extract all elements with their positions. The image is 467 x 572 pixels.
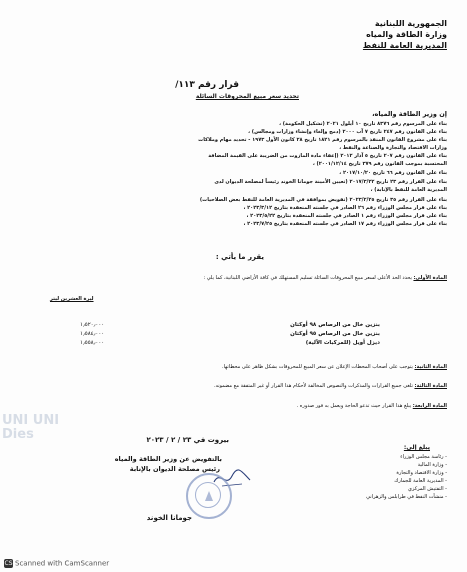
table-row	[80, 340, 380, 349]
fuel-name: بنزين خال من الرصاص ٩٨ أوكتان	[290, 322, 380, 328]
preamble-line: بناء على قرار مجلس الوزراء رقم ١ الصادر في جلسته المنعقدة بتاريخ ٢٠٢٣/٥/٢٢ ،	[246, 213, 447, 219]
article1	[203, 275, 447, 282]
fuel-price: ١٫٥٨٤٫٠٠٠	[80, 331, 105, 337]
currency-label: ليرة العشرين ليتر	[50, 296, 94, 302]
distribution-title: يبلغ إلى:	[403, 444, 430, 451]
fuel-name: ديزل أويل (للمركبات الآلية)	[305, 340, 380, 346]
header-ministry: وزارة الطاقة والمياه	[366, 30, 447, 39]
article4-title: المادة الرابعة:	[412, 403, 447, 409]
fuel-price: ١٫٥٥٨٫٠٠٠	[80, 340, 105, 346]
minister-line: إن وزير الطاقة والمياه،	[372, 110, 447, 118]
fuel-price-table	[80, 322, 380, 349]
list-item: - المديرية العامة للجمارك	[394, 478, 447, 484]
article2-text: يتوجب على أصحاب المحطات الإعلان عن سعر المبيع للمحروقات بشكل ظاهر على محطاتها.	[221, 364, 413, 370]
article3-text: تلغى جميع القرارات والمذكرات والنصوص المخالفة لأحكام هذا القرار أو غير المتفقة مع مضمونه.	[213, 383, 413, 389]
preamble-line: بناء على مشروع القانون المنفذ بالمرسوم رقم ١٨٢١ تاريخ ٢٨ كانون الأول ١٩٧٣ - تحديد مهام وملاكات	[198, 137, 447, 143]
delegation-line-2: رئيس مصلحة الديوان بالإنابة	[129, 465, 220, 473]
fuel-price: ١٫٥٢٠٫٠٠٠	[80, 322, 105, 328]
article1-title: المادة الأولى:	[413, 275, 447, 281]
list-item: - وزارة المالية	[417, 462, 447, 468]
preamble-line: بناء على القانون رقم ٢٠٧ تاريخ ٥ آذار ٢٠١٢ (إعفاء مادة المازوت من الضريبة على القيمة المضافة	[208, 153, 447, 159]
list-item: - وزارة الاقتصاد والتجارة	[396, 470, 447, 476]
article4	[297, 403, 447, 410]
article2	[222, 364, 447, 371]
preamble-line: بناء على القانون رقم ٦٦ تاريخ ٢٠١٧/١٠/٢٠ ،	[339, 170, 447, 176]
header-republic: الجمهورية اللبنانية	[374, 19, 447, 28]
article1-text: يحدد الحد الأعلى لسعر مبيع المحروقات السائلة تسليم المستهلك في كافة الأراضي اللبنانية، كما يلي :	[203, 275, 412, 281]
background-watermark: UNI UNI Dies	[2, 414, 60, 442]
delegation-line-1: بالتفويض عن وزير الطاقة والمياه	[114, 455, 222, 463]
preamble-line: بناء على قرار مجلس الوزراء رقم ٢٦ الصادر في جلسته المنعقدة بتاريخ ٢٠٢٣/٣/١٢ ،	[243, 205, 447, 211]
list-item: - منشآت النفط في طرابلس والزهراني	[366, 494, 447, 500]
list-item: - رئاسة مجلس الوزراء	[400, 454, 447, 460]
article3-title: المادة الثالثة:	[414, 383, 447, 389]
preamble-line: المحتسبة بموجب القانون رقم ٣٧٩ تاريخ ٢٠٠١/١٢/١٤) ،	[312, 161, 447, 167]
decides-line: يقرر ما يأتي :	[215, 253, 264, 261]
signatory-name: جومانا الخوند	[146, 514, 192, 522]
article3	[214, 383, 447, 390]
decree-title: قرار رقم ١١٣/	[175, 80, 239, 90]
article4-text: يبلغ هذا القرار حيث تدعو الحاجة ويعمل به فور صدوره .	[296, 403, 412, 409]
scanner-footer	[4, 559, 109, 568]
signature-date: بيروت في ٢٣ / ٢ / ٢٠٢٣	[146, 436, 229, 444]
fuel-name: بنزين خال من الرصاص ٩٥ أوكتان	[290, 331, 380, 337]
header-directorate: المديرية العامة للنفط	[362, 41, 447, 50]
table-row	[80, 331, 380, 340]
preamble-line: المديرية العامة للنفط بالإنابة) ،	[370, 187, 447, 193]
official-stamp-icon	[186, 473, 232, 519]
decree-subtitle: تحديد سعر مبيع المحروقات السائلة	[195, 93, 299, 100]
table-row	[80, 322, 380, 331]
scanner-text: Scanned with CamScanner	[15, 559, 110, 568]
preamble-line: بناء على القرار رقم ٢٣ تاريخ ٢٠١٧/٣/٢٢ (تعيين الأمينة جومانا الخوند رئيساً لمصلحة الديوان لدى	[214, 179, 447, 185]
preamble-line: بناء على القانون رقم ٢٤٧ تاريخ ٧ آب ٢٠٠٠ (دمج وإلغاء وإنشاء وزارات ومجالس) ،	[248, 129, 447, 135]
preamble-line: بناء على قرار مجلس الوزراء رقم ١٧ الصادر في جلسته المنعقدة بتاريخ ٢٠٢٣/٧/٢٥ ،	[243, 221, 447, 227]
preamble-line: بناء على المرسوم رقم ٨٣٧٦ تاريخ ١٠ أيلول ٢٠٢١ (تشكيل الحكومة) ،	[279, 121, 447, 127]
camscanner-logo-icon: CS	[4, 560, 13, 567]
article2-title: المادة الثانية:	[414, 364, 447, 370]
preamble-line: وزارات الاقتصاد والتجارة والصناعة والنفط ،	[339, 145, 447, 151]
preamble-line: بناء على القرار رقم ٣٥ تاريخ ٢٠٢٣/٢/٢٥ (تفويض بموافقة في المديرية العامة للنفط بعض الصلاحيات)	[199, 197, 447, 203]
list-item: - التفتيش المركزي	[408, 486, 447, 492]
